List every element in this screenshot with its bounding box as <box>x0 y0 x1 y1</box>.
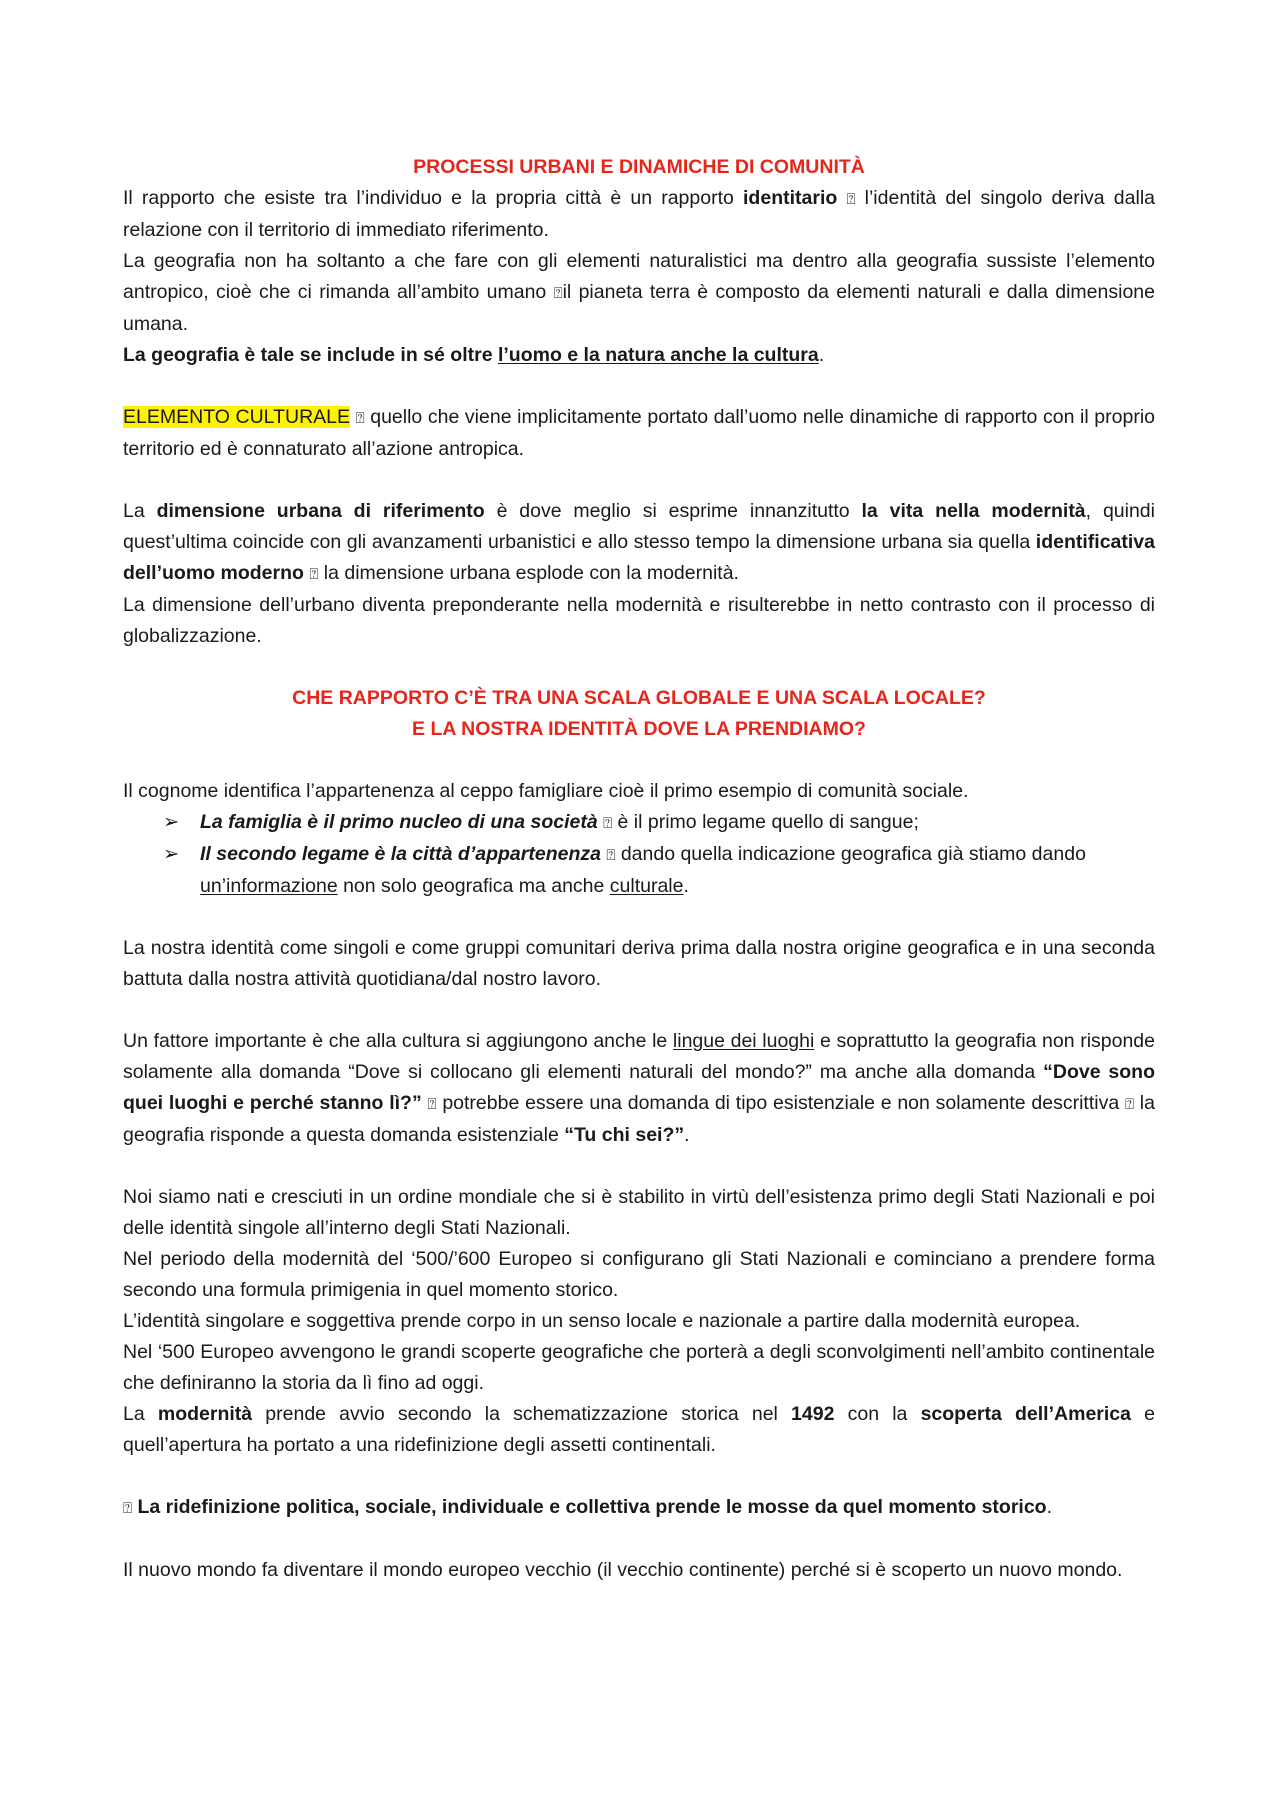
arrow-bullet-icon: ➢ <box>163 843 180 865</box>
underlined-text: lingue dei luoghi <box>672 1030 815 1052</box>
bold-italic-text: Il secondo legame è la città d’appartenenza <box>200 843 601 865</box>
text: potrebbe essere una domanda di tipo esistenziale e non solamente descrittiva <box>436 1092 1125 1114</box>
text: è il primo legame quello di sangue; <box>612 811 919 833</box>
separator-glyph-icon: ⍰ <box>846 190 856 208</box>
text: è dove meglio si esprime innanzitutto <box>484 500 862 522</box>
bold-text: 1492 <box>791 1403 835 1425</box>
paragraph-redefinition <box>123 1492 1155 1524</box>
bold-italic-text: La famiglia è il primo nucleo di una società <box>200 811 598 833</box>
underlined-text: un’informazione <box>200 875 338 897</box>
text: e quell’apertura ha portato a una ridefinizione degli assetti continentali. <box>123 1403 1156 1456</box>
separator-glyph-icon: ⍰ <box>1125 1095 1135 1113</box>
text: . <box>1046 1496 1052 1518</box>
text: e soprattutto la geografia non risponde solamente alla domanda “Dove si collocano gli elementi naturali del mondo?” ma anche alla domanda <box>123 1030 1155 1083</box>
paragraph-identity <box>123 183 1155 246</box>
highlighted-term: ELEMENTO CULTURALE <box>123 406 351 428</box>
bold-text: identitario <box>743 187 838 209</box>
bold-text: identificativa dell’uomo moderno <box>123 531 1155 584</box>
text: . <box>818 344 825 366</box>
text: , quindi quest’ultima coincide con gli avanzamenti urbanistici e allo stesso tempo la dimensione urbana sia quella <box>123 500 1155 553</box>
separator-glyph-icon: ⍰ <box>309 565 319 583</box>
bold-text: scoperta dell’America <box>920 1403 1131 1425</box>
section-heading-line-1: CHE RAPPORTO C’È TRA UNA SCALA GLOBALE E UNA SCALA LOCALE? <box>292 687 986 709</box>
bold-text: modernità <box>157 1403 253 1425</box>
text: Un fattore importante è che alla cultura si aggiungono anche le <box>123 1030 673 1052</box>
bold-text: La geografia è tale se include in sé oltre <box>123 344 498 366</box>
bold-text: dimensione urbana di riferimento <box>156 500 485 522</box>
bold-text: La ridefinizione politica, sociale, individuale e collettiva prende le mosse da quel momento storico <box>137 1496 1047 1518</box>
separator-glyph-icon: ⍰ <box>553 284 563 302</box>
text: dando quella indicazione geografica già stiamo dando <box>615 843 1086 865</box>
separator-glyph-icon: ⍰ <box>603 814 613 832</box>
paragraph-cultural-element <box>123 402 1155 465</box>
paragraph-group-identity: La nostra identità come singoli e come gruppi comunitari deriva prima dalla nostra origine geografica e in una seconda battuta dalla nostra attività quotidiana/dal nostro lavoro. <box>123 937 1155 990</box>
paragraph-culture-statement <box>123 340 1155 371</box>
paragraph-national-states: Nel periodo della modernità del ‘500/’600 Europeo si configurano gli Stati Nazionali e cominciano a prendere forma secondo una formula primigenia in quel momento storico. <box>123 1248 1155 1301</box>
paragraph-urban-dimension <box>123 496 1155 590</box>
text: il pianeta terra è composto da elementi naturali e dalla dimensione umana. <box>123 281 1155 335</box>
text: . <box>683 875 689 897</box>
paragraph-discoveries: Nel ‘500 Europeo avvengono le grandi scoperte geografiche che porterà a degli sconvolgimenti nell’ambito continentale che definiranno la storia da lì fino ad oggi. <box>123 1341 1155 1394</box>
separator-glyph-icon: ⍰ <box>355 409 365 427</box>
separator-glyph-icon: ⍰ <box>123 1499 133 1517</box>
text: non solo geografica ma anche <box>337 875 610 897</box>
bullet-list <box>123 807 1155 902</box>
text: . <box>684 1124 690 1146</box>
document-title: PROCESSI URBANI E DINAMICHE DI COMUNITÀ <box>413 156 865 178</box>
paragraph-world-order: Noi siamo nati e cresciuti in un ordine mondiale che si è stabilito in virtù dell’esistenza primo degli Stati Nazionali e poi delle identità singole all’interno degli Stati Nazionali. <box>123 1186 1155 1239</box>
arrow-bullet-icon: ➢ <box>163 811 180 833</box>
text: la dimensione urbana esplode con la modernità. <box>318 562 739 584</box>
list-item <box>123 807 1155 839</box>
underlined-text: l’uomo e la natura anche la cultura <box>497 344 819 366</box>
text: prende avvio secondo la schematizzazione storica nel <box>252 1403 792 1425</box>
paragraph-new-world: Il nuovo mondo fa diventare il mondo europeo vecchio (il vecchio continente) perché si è scoperto un nuovo mondo. <box>123 1559 1123 1581</box>
text: l’identità del singolo deriva dalla relazione con il territorio di immediato riferimento. <box>123 187 1155 241</box>
bold-text: la vita nella modernità <box>861 500 1086 522</box>
bold-text: “Dove sono quei luoghi e perché stanno lì?” <box>123 1061 1156 1114</box>
text: La <box>123 1403 158 1425</box>
separator-glyph-icon: ⍰ <box>427 1095 437 1113</box>
text: La <box>123 500 157 522</box>
paragraph-urban-globalization: La dimensione dell’urbano diventa preponderante nella modernità e risulterebbe in netto contrasto con il processo di globalizzazione. <box>123 594 1155 647</box>
text: La geografia non ha soltanto a che fare con gli elementi naturalistici ma dentro alla geografia sussiste l’elemento antropico, cioè che ci rimanda all’ambito umano <box>123 250 1155 303</box>
list-item <box>123 839 1155 902</box>
paragraph-surname: Il cognome identifica l’appartenenza al ceppo famigliare cioè il primo esempio di comunità sociale. <box>123 780 969 802</box>
underlined-text: culturale <box>609 875 684 897</box>
section-heading-line-2: E LA NOSTRA IDENTITÀ DOVE LA PRENDIAMO? <box>412 718 866 740</box>
text: con la <box>834 1403 921 1425</box>
paragraph-languages <box>123 1026 1155 1151</box>
text: quello che viene implicitamente portato dall’uomo nelle dinamiche di rapporto con il proprio territorio ed è connaturato all’azione antropica. <box>123 406 1155 460</box>
text: Il rapporto che esiste tra l’individuo e la propria città è un rapporto <box>123 187 744 209</box>
bold-text: “Tu chi sei?” <box>564 1124 685 1146</box>
paragraph-singular-identity: L’identità singolare e soggettiva prende corpo in un senso locale e nazionale a partire dalla modernità europea. <box>123 1310 1081 1332</box>
separator-glyph-icon: ⍰ <box>606 846 616 864</box>
text: la geografia risponde a questa domanda esistenziale <box>123 1092 1155 1146</box>
paragraph-geography <box>123 246 1155 340</box>
paragraph-modernity <box>123 1399 1155 1461</box>
